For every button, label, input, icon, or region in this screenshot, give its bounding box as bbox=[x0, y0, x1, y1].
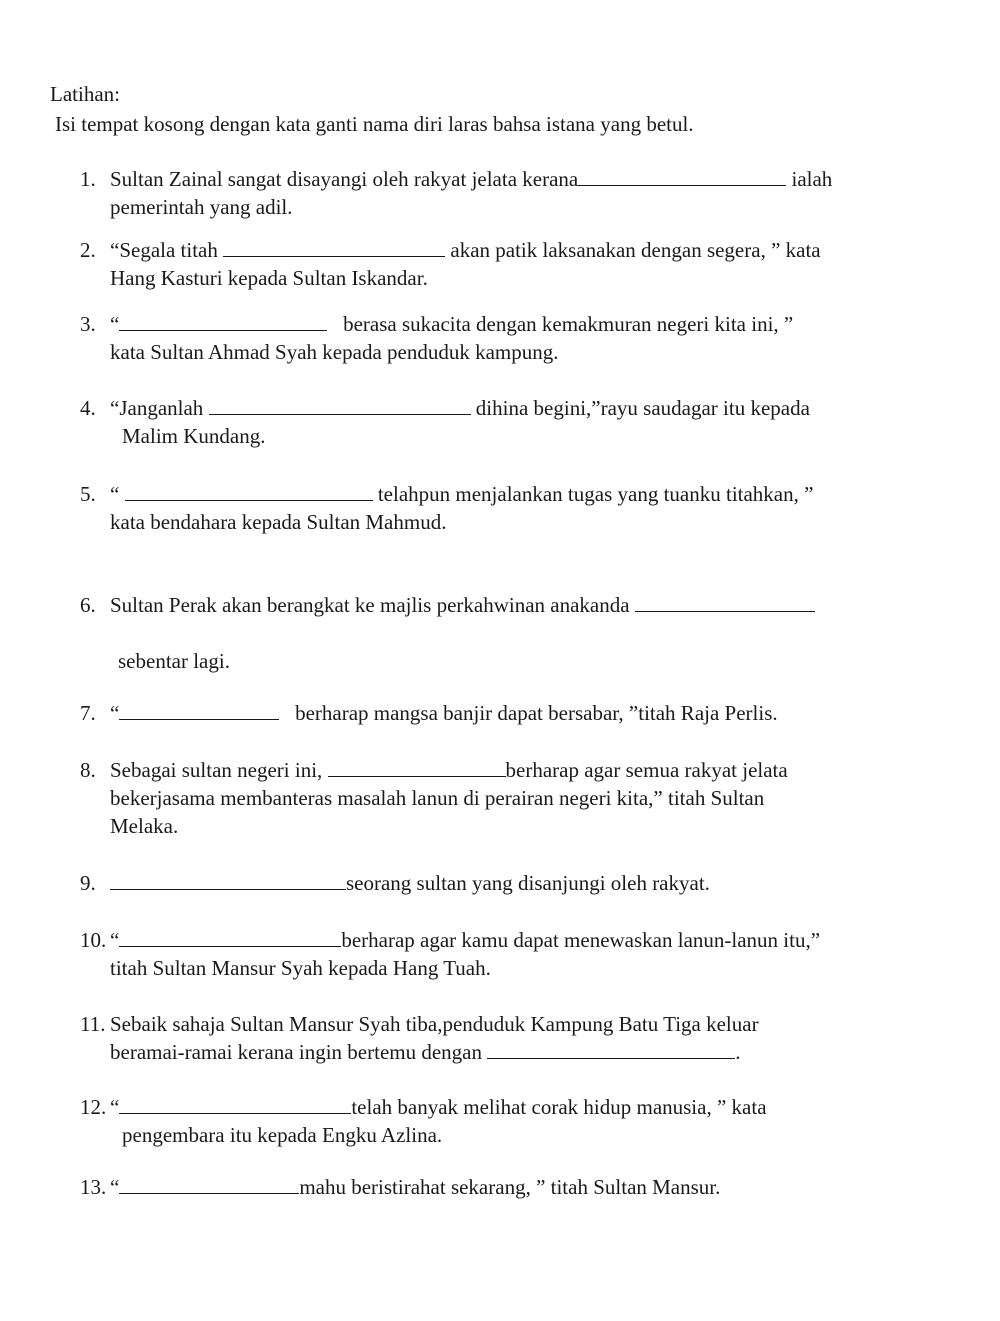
question-continuation: sebentar lagi. bbox=[118, 649, 230, 673]
question-2 bbox=[80, 236, 930, 292]
question-text-after: telah banyak melihat corak hidup manusia, ” kata bbox=[351, 1095, 767, 1119]
question-number: 6. bbox=[80, 593, 96, 617]
question-text-before: “ bbox=[110, 701, 120, 725]
question-number: 3. bbox=[80, 312, 96, 336]
question-text-after: berasa sukacita dengan kemakmuran negeri kita ini, ” bbox=[327, 312, 794, 336]
question-continuation: pemerintah yang adil. bbox=[110, 195, 293, 219]
answer-blank[interactable] bbox=[209, 413, 471, 415]
question-number: 4. bbox=[80, 396, 96, 420]
question-13 bbox=[80, 1173, 930, 1201]
question-text-after: ialah bbox=[786, 167, 833, 191]
question-text-after: akan patik laksanakan dengan segera, ” kata bbox=[445, 238, 821, 262]
question-text-before: Sultan Zainal sangat disayangi oleh rakyat jelata kerana bbox=[110, 167, 579, 191]
question-number: 10. bbox=[80, 928, 107, 952]
question-4 bbox=[80, 394, 930, 450]
question-6 bbox=[80, 591, 930, 619]
question-continuation: Hang Kasturi kepada Sultan Iskandar. bbox=[110, 266, 428, 290]
question-number: 2. bbox=[80, 238, 96, 262]
question-number: 1. bbox=[80, 167, 96, 191]
question-7 bbox=[80, 699, 930, 727]
question-number: 9. bbox=[80, 871, 96, 895]
question-number: 7. bbox=[80, 701, 96, 725]
question-number: 13. bbox=[80, 1175, 107, 1199]
question-text-before: “ bbox=[110, 1095, 120, 1119]
question-text-before: “ bbox=[110, 482, 125, 506]
question-text-after: dihina begini,”rayu saudagar itu kepada bbox=[470, 396, 810, 420]
question-text-after: seorang sultan yang disanjungi oleh rakyat. bbox=[346, 871, 710, 895]
question-continuation: beramai-ramai kerana ingin bertemu dengan bbox=[110, 1040, 488, 1064]
question-number: 11. bbox=[80, 1012, 106, 1036]
question-continuation: titah Sultan Mansur Syah kepada Hang Tuah. bbox=[110, 956, 491, 980]
question-continuation: kata bendahara kepada Sultan Mahmud. bbox=[110, 510, 447, 534]
question-text-after: berharap agar kamu dapat menewaskan lanun-lanun itu,” bbox=[341, 928, 821, 952]
question-text-before: “Segala titah bbox=[110, 238, 224, 262]
answer-blank[interactable] bbox=[487, 1057, 735, 1059]
answer-blank[interactable] bbox=[635, 610, 815, 612]
answer-blank[interactable] bbox=[119, 1112, 351, 1114]
question-number: 5. bbox=[80, 482, 96, 506]
question-text-after: mahu beristirahat sekarang, ” titah Sultan Mansur. bbox=[299, 1175, 721, 1199]
question-number: 8. bbox=[80, 758, 96, 782]
answer-blank[interactable] bbox=[110, 888, 346, 890]
answer-blank[interactable] bbox=[119, 718, 279, 720]
question-continuation: bekerjasama membanteras masalah lanun di perairan negeri kita,” titah Sultan bbox=[110, 786, 765, 810]
answer-blank[interactable] bbox=[125, 499, 373, 501]
question-text-before: “ bbox=[110, 1175, 120, 1199]
question-9 bbox=[80, 869, 930, 897]
question-text-before: Sebaik sahaja Sultan Mansur Syah tiba,penduduk Kampung Batu Tiga keluar bbox=[110, 1012, 759, 1036]
question-text-after: berharap mangsa banjir dapat bersabar, ”titah Raja Perlis. bbox=[279, 701, 778, 725]
question-continuation: kata Sultan Ahmad Syah kepada penduduk kampung. bbox=[110, 340, 559, 364]
question-5 bbox=[80, 480, 930, 536]
question-text-before: Sultan Perak akan berangkat ke majlis perkahwinan anakanda bbox=[110, 593, 635, 617]
answer-blank[interactable] bbox=[119, 1192, 299, 1194]
worksheet-heading: Latihan: bbox=[50, 82, 120, 106]
question-10 bbox=[80, 926, 930, 982]
question-3 bbox=[80, 310, 930, 366]
worksheet-instruction: Isi tempat kosong dengan kata ganti nama diri laras bahsa istana yang betul. bbox=[55, 112, 694, 136]
question-text-before: “ bbox=[110, 928, 120, 952]
answer-blank[interactable] bbox=[119, 945, 341, 947]
question-number: 12. bbox=[80, 1095, 107, 1119]
question-continuation-2: Melaka. bbox=[110, 814, 179, 838]
question-text-after: . bbox=[735, 1040, 741, 1064]
answer-blank[interactable] bbox=[578, 184, 786, 186]
question-continuation: pengembara itu kepada Engku Azlina. bbox=[122, 1123, 443, 1147]
question-6-continuation bbox=[80, 647, 930, 675]
question-text-after: telahpun menjalankan tugas yang tuanku titahkan, ” bbox=[372, 482, 814, 506]
question-11 bbox=[80, 1010, 930, 1066]
answer-blank[interactable] bbox=[328, 775, 506, 777]
question-text-after: berharap agar semua rakyat jelata bbox=[505, 758, 788, 782]
question-1 bbox=[80, 165, 930, 221]
question-text-before: Sebagai sultan negeri ini, bbox=[110, 758, 328, 782]
question-8 bbox=[80, 756, 930, 840]
question-text-before: “ bbox=[110, 312, 120, 336]
answer-blank[interactable] bbox=[119, 329, 327, 331]
question-continuation: Malim Kundang. bbox=[122, 424, 266, 448]
question-text-before: “Janganlah bbox=[110, 396, 209, 420]
answer-blank[interactable] bbox=[223, 255, 445, 257]
question-12 bbox=[80, 1093, 930, 1149]
